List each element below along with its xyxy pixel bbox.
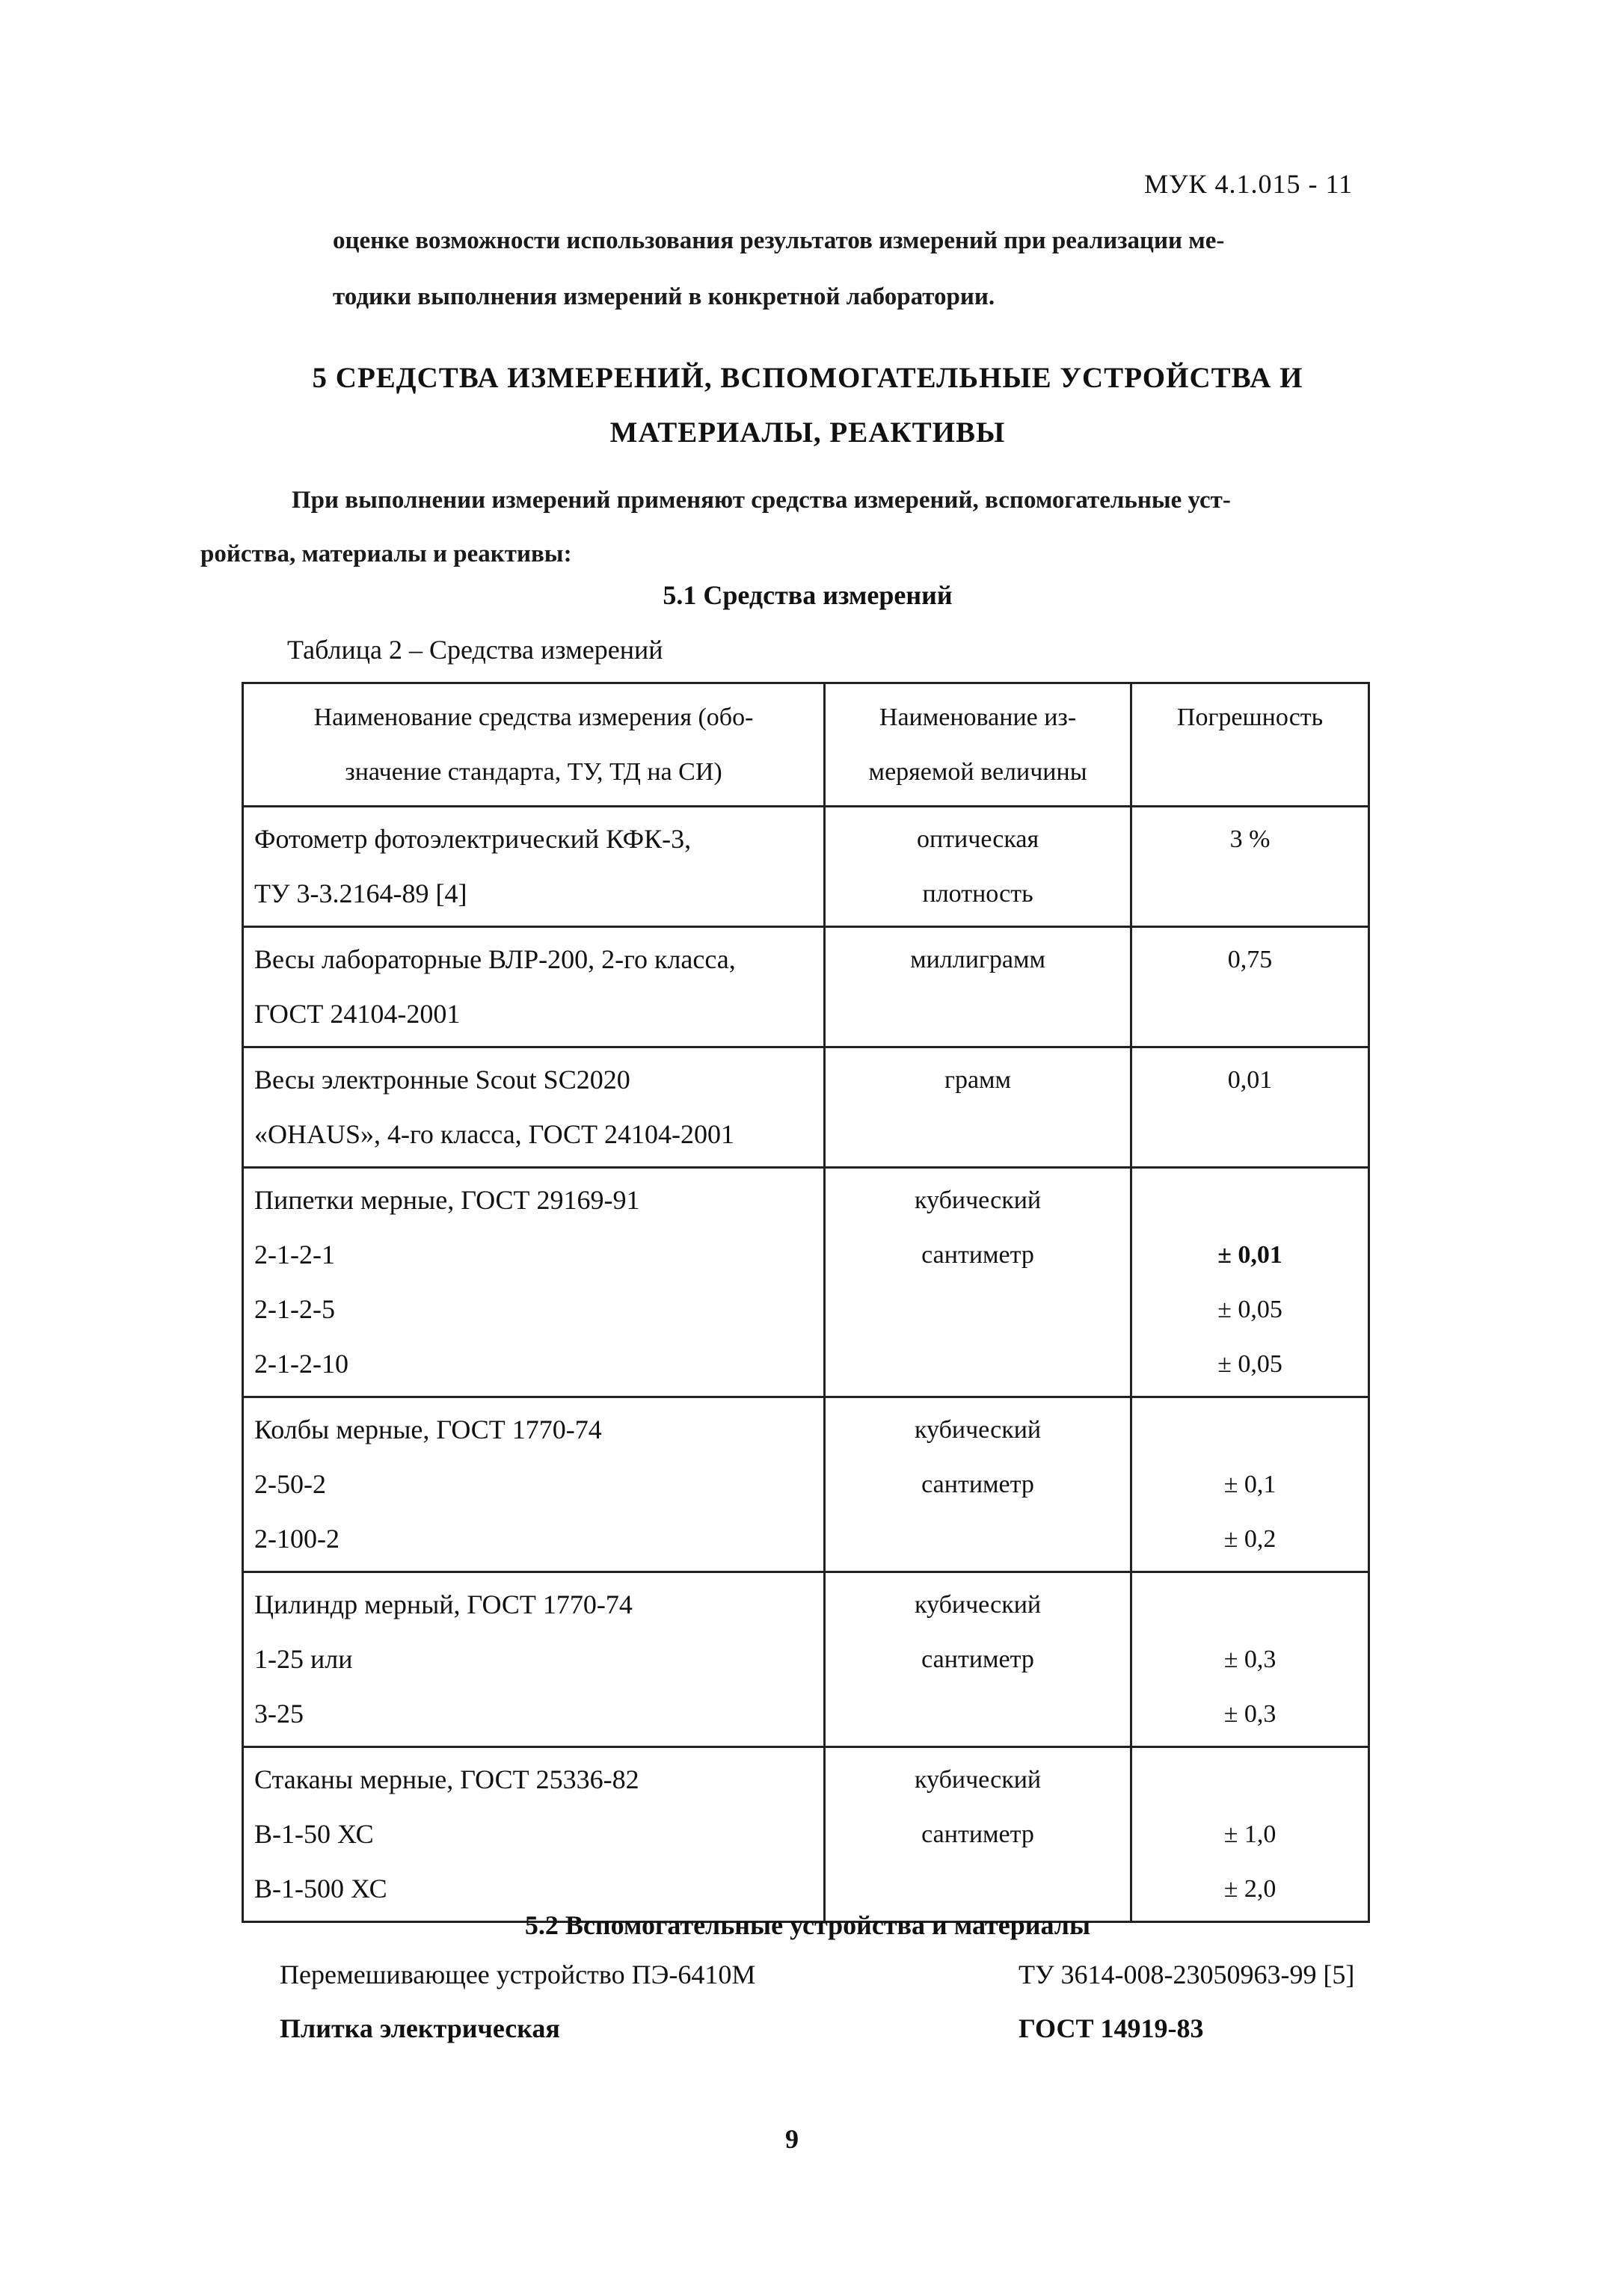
error-value [1132,1752,1368,1807]
section-5-paragraph-line-2: ройства, материалы и реактивы: [200,541,572,567]
intro-text-line-2: тодики выполнения измерений в конкретной лаборатории. [333,283,995,310]
error-cell [1131,807,1369,927]
instrument-name-line: ГОСТ 24104-2001 [254,999,461,1029]
instrument-name-cell [243,1047,825,1168]
instrument-name-line: 2-1-2-1 [254,1240,335,1269]
header-instrument-name [243,683,825,807]
instrument-name-line: 2-1-2-10 [254,1349,348,1379]
measured-quantity-cell [825,807,1131,927]
section-5-paragraph-line-1: При выполнении измерений применяют средства измерений, вспомогательные уст- [292,487,1231,514]
instrument-name-line: Фотометр фотоэлектрический КФК-3, [254,824,692,854]
aux-item-standard: ТУ 3614-008-23050963-99 [5] [1019,1960,1355,1989]
measured-quantity-cell [825,927,1131,1047]
table-row [243,1747,1369,1922]
instrument-name-line: Пипетки мерные, ГОСТ 29169-91 [254,1185,640,1215]
instrument-name-line: 2-1-2-5 [254,1294,335,1324]
measured-quantity-cell [825,1747,1131,1922]
table-row [243,927,1369,1047]
header-error [1131,683,1369,807]
intro-text-line-1: оценке возможности использования результатов измерений при реализации ме- [333,227,1225,254]
table-row [243,1047,1369,1168]
measured-quantity-line: сантиметр [921,1646,1034,1673]
instrument-name-line: Весы электронные Scout SC2020 [254,1065,630,1095]
error-value [1132,1173,1368,1228]
header-error-label: Погрешность [1176,704,1324,731]
table-row [243,1168,1369,1397]
page-number: 9 [785,2124,799,2154]
header-instrument-name-line-1: Наименование средства измерения (обо- [313,704,754,731]
error-cell [1131,1047,1369,1168]
measured-quantity-line: сантиметр [921,1821,1034,1848]
error-value: ± 1,0 [1223,1821,1276,1848]
table-row [243,807,1369,927]
instrument-name-line: 2-50-2 [254,1469,326,1499]
subsection-5-1-title: 5.1 Средства измерений [663,580,953,610]
instrument-name-cell [243,1168,825,1397]
error-cell [1131,1572,1369,1747]
instrument-name-line: Цилиндр мерный, ГОСТ 1770-74 [254,1589,633,1619]
header-measured-quantity [825,683,1131,807]
measured-quantity-line: кубический [914,1416,1042,1444]
error-value: ± 0,05 [1217,1296,1282,1323]
instrument-name-line: ТУ 3-3.2164-89 [4] [254,878,467,908]
instrument-name-line: 3-25 [254,1699,304,1729]
error-value: 0,75 [1227,946,1273,973]
measured-quantity-cell [825,1397,1131,1572]
header-measured-quantity-line-1: Наименование из- [879,704,1077,731]
error-value: ± 0,1 [1223,1471,1276,1498]
instrument-name-line: Стаканы мерные, ГОСТ 25336-82 [254,1764,639,1794]
document-code: МУК 4.1.015 - 11 [1144,169,1354,199]
measuring-instruments-table [242,682,1370,1923]
error-value: 3 % [1229,825,1271,853]
measured-quantity-line: грамм [944,1066,1012,1094]
instrument-name-line: В-1-50 ХС [254,1819,374,1849]
measured-quantity-line: кубический [914,1591,1042,1619]
instrument-name-cell [243,1747,825,1922]
table-caption: Таблица 2 – Средства измерений [287,635,663,665]
instrument-name-cell [243,1572,825,1747]
aux-item-name: Перемешивающее устройство ПЭ-6410М [280,1960,756,1989]
error-value: ± 2,0 [1223,1875,1276,1903]
error-cell [1131,1397,1369,1572]
section-5-title-line-1: 5 СРЕДСТВА ИЗМЕРЕНИЙ, ВСПОМОГАТЕЛЬНЫЕ УСТРОЙСТВА И [312,362,1303,394]
instrument-name-line: В-1-500 ХС [254,1874,387,1903]
error-value: ± 0,05 [1217,1350,1282,1378]
measured-quantity-line: кубический [914,1187,1042,1214]
measured-quantity-line: сантиметр [921,1241,1034,1269]
instrument-name-line: «OHAUS», 4-го класса, ГОСТ 24104-2001 [254,1119,735,1149]
measured-quantity-cell [825,1047,1131,1168]
measured-quantity-line: миллиграмм [910,946,1045,973]
aux-item-standard: ГОСТ 14919-83 [1019,2013,1204,2043]
error-cell [1131,927,1369,1047]
error-value: ± 0,01 [1217,1241,1282,1269]
error-value [1132,1403,1368,1457]
subsection-5-2-title: 5.2 Вспомогательные устройства и материалы [524,1910,1091,1940]
measured-quantity-line: плотность [922,880,1033,908]
error-value: 0,01 [1227,1066,1273,1094]
error-value: ± 0,2 [1223,1525,1276,1553]
instrument-name-line: 2-100-2 [254,1524,340,1554]
error-cell [1131,1168,1369,1397]
table-header-row [243,683,1369,807]
instrument-name-cell [243,927,825,1047]
error-value: ± 0,3 [1223,1700,1276,1728]
header-instrument-name-line-2: значение стандарта, ТУ, ТД на СИ) [345,758,722,786]
measured-quantity-line: кубический [914,1766,1042,1794]
instrument-name-cell [243,1397,825,1572]
instrument-name-line: Весы лабораторные ВЛР-200, 2-го класса, [254,944,736,974]
aux-item-name: Плитка электрическая [280,2013,560,2043]
header-measured-quantity-line-2: меряемой величины [868,758,1087,786]
table-row [243,1397,1369,1572]
measured-quantity-line: сантиметр [921,1471,1034,1498]
instrument-name-cell [243,807,825,927]
instrument-name-line: Колбы мерные, ГОСТ 1770-74 [254,1415,602,1444]
measured-quantity-cell [825,1572,1131,1747]
instrument-name-line: 1-25 или [254,1644,353,1674]
measured-quantity-cell [825,1168,1131,1397]
error-value [1132,1578,1368,1632]
section-5-title-line-2: МАТЕРИАЛЫ, РЕАКТИВЫ [609,416,1006,449]
table-row [243,1572,1369,1747]
error-cell [1131,1747,1369,1922]
error-value: ± 0,3 [1223,1646,1276,1673]
measured-quantity-line: оптическая [916,825,1039,853]
